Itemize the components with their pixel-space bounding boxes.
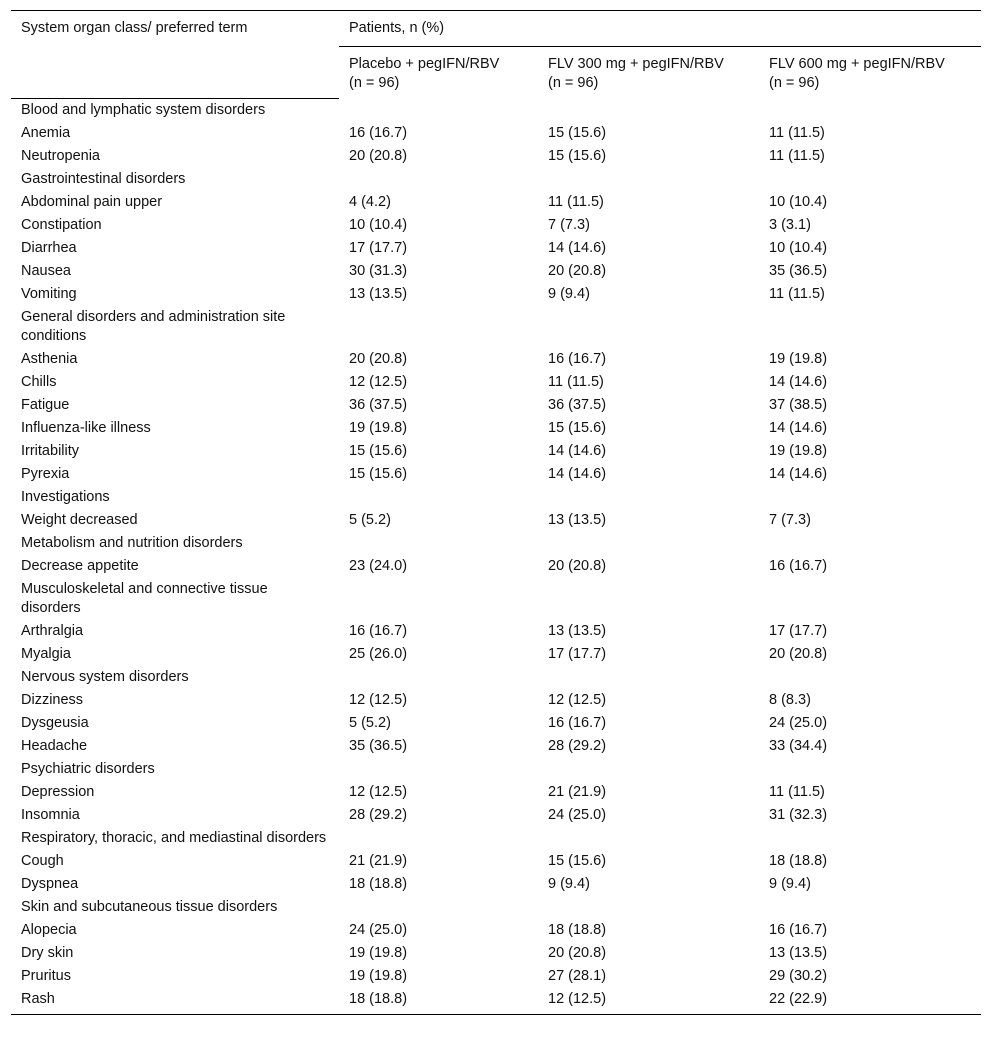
flv300-value: 14 (14.6) xyxy=(548,239,607,256)
system-organ-class: Metabolism and nutrition disorders xyxy=(21,534,243,551)
preferred-term: Chills xyxy=(21,373,57,390)
flv600-value: 35 (36.5) xyxy=(769,262,828,279)
flv600-value xyxy=(759,98,981,122)
preferred-term: Neutropenia xyxy=(21,147,100,164)
flv600-value xyxy=(759,827,981,850)
category-row xyxy=(11,486,981,509)
preferred-term: Dysgeusia xyxy=(21,714,89,731)
flv600-value: 9 (9.4) xyxy=(769,875,811,892)
category-row xyxy=(11,578,981,620)
preferred-term: Diarrhea xyxy=(21,239,77,256)
table-row xyxy=(11,122,981,145)
flv300-value: 11 (11.5) xyxy=(548,373,604,390)
preferred-term: Headache xyxy=(21,737,88,754)
placebo-value: 10 (10.4) xyxy=(349,216,408,233)
adverse-events-table xyxy=(11,10,981,1015)
table-row xyxy=(11,191,981,214)
placebo-value: 20 (20.8) xyxy=(349,147,408,164)
flv300-value: 11 (11.5) xyxy=(548,193,604,210)
header-flv300-n: (n = 96) xyxy=(548,75,599,91)
flv600-value: 11 (11.5) xyxy=(769,285,825,302)
table-row xyxy=(11,417,981,440)
system-organ-class: Musculoskeletal and connective tissue disorders xyxy=(21,580,268,616)
placebo-value: 19 (19.8) xyxy=(349,944,408,961)
flv600-value: 10 (10.4) xyxy=(769,193,828,210)
table-row xyxy=(11,873,981,896)
header-placebo-n: (n = 96) xyxy=(349,75,400,91)
placebo-value xyxy=(339,168,538,191)
header-row-columns xyxy=(11,47,981,99)
flv600-value: 19 (19.8) xyxy=(769,442,828,459)
placebo-value: 36 (37.5) xyxy=(349,396,408,413)
placebo-value xyxy=(339,98,538,122)
flv600-value: 14 (14.6) xyxy=(769,373,828,390)
flv300-value: 16 (16.7) xyxy=(548,350,607,367)
category-row xyxy=(11,98,981,122)
flv300-value: 36 (37.5) xyxy=(548,396,607,413)
flv300-value xyxy=(538,758,759,781)
placebo-value xyxy=(339,827,538,850)
placebo-value: 23 (24.0) xyxy=(349,557,408,574)
table-row xyxy=(11,260,981,283)
header-patients-group: Patients, n (%) xyxy=(339,11,981,47)
flv600-value: 29 (30.2) xyxy=(769,967,828,984)
preferred-term: Cough xyxy=(21,852,64,869)
table-row xyxy=(11,440,981,463)
placebo-value: 12 (12.5) xyxy=(349,783,408,800)
placebo-value: 12 (12.5) xyxy=(349,373,408,390)
flv600-value: 11 (11.5) xyxy=(769,783,825,800)
table-row xyxy=(11,942,981,965)
flv300-value: 13 (13.5) xyxy=(548,511,607,528)
table-row xyxy=(11,919,981,942)
flv600-value xyxy=(759,758,981,781)
placebo-value: 19 (19.8) xyxy=(349,419,408,436)
flv600-value: 24 (25.0) xyxy=(769,714,828,731)
flv300-value xyxy=(538,98,759,122)
table-row xyxy=(11,620,981,643)
placebo-value: 15 (15.6) xyxy=(349,442,408,459)
header-flv600-n: (n = 96) xyxy=(769,75,820,91)
flv300-value: 9 (9.4) xyxy=(548,875,590,892)
flv300-value xyxy=(538,827,759,850)
flv300-value: 9 (9.4) xyxy=(548,285,590,302)
flv600-value: 14 (14.6) xyxy=(769,419,828,436)
flv300-value: 20 (20.8) xyxy=(548,557,607,574)
flv300-value: 14 (14.6) xyxy=(548,465,607,482)
preferred-term: Myalgia xyxy=(21,645,71,662)
system-organ-class: General disorders and administration site conditions xyxy=(21,308,286,344)
table-row xyxy=(11,965,981,988)
preferred-term: Abdominal pain upper xyxy=(21,193,163,210)
placebo-value xyxy=(339,666,538,689)
preferred-term: Rash xyxy=(11,988,339,1015)
table-row xyxy=(11,371,981,394)
placebo-value: 19 (19.8) xyxy=(349,967,408,984)
flv300-value: 15 (15.6) xyxy=(548,124,607,141)
placebo-value xyxy=(339,578,538,620)
flv600-value: 18 (18.8) xyxy=(769,852,828,869)
table-row xyxy=(11,643,981,666)
flv600-value xyxy=(759,666,981,689)
flv300-value: 28 (29.2) xyxy=(548,737,607,754)
placebo-value: 25 (26.0) xyxy=(349,645,408,662)
preferred-term: Dyspnea xyxy=(21,875,79,892)
header-placebo-column xyxy=(339,47,538,99)
flv300-value: 7 (7.3) xyxy=(548,216,590,233)
flv300-value xyxy=(538,486,759,509)
category-row xyxy=(11,896,981,919)
header-placebo-label: Placebo + pegIFN/RBV xyxy=(349,56,500,72)
flv300-value: 20 (20.8) xyxy=(548,944,607,961)
preferred-term: Irritability xyxy=(21,442,80,459)
flv600-value xyxy=(759,306,981,348)
category-row xyxy=(11,758,981,781)
placebo-value: 18 (18.8) xyxy=(349,875,408,892)
preferred-term: Arthralgia xyxy=(21,622,84,639)
header-flv300-label: FLV 300 mg + pegIFN/RBV xyxy=(548,56,724,72)
placebo-value xyxy=(339,896,538,919)
preferred-term: Nausea xyxy=(21,262,71,279)
preferred-term: Pruritus xyxy=(21,967,71,984)
flv600-value: 17 (17.7) xyxy=(769,622,828,639)
flv600-value: 11 (11.5) xyxy=(769,124,825,141)
table-row xyxy=(11,283,981,306)
placebo-value: 13 (13.5) xyxy=(349,285,408,302)
placebo-value: 28 (29.2) xyxy=(349,806,408,823)
placebo-value: 17 (17.7) xyxy=(349,239,408,256)
adverse-events-table-container xyxy=(11,10,981,1015)
preferred-term: Constipation xyxy=(21,216,102,233)
flv600-value: 8 (8.3) xyxy=(769,691,811,708)
flv300-value xyxy=(538,578,759,620)
system-organ-class: Psychiatric disorders xyxy=(21,760,155,777)
preferred-term: Dry skin xyxy=(21,944,74,961)
flv600-value: 11 (11.5) xyxy=(769,147,825,164)
flv600-value: 13 (13.5) xyxy=(769,944,828,961)
placebo-value xyxy=(339,486,538,509)
flv300-value: 12 (12.5) xyxy=(538,988,759,1015)
table-row xyxy=(11,712,981,735)
flv300-value: 15 (15.6) xyxy=(548,147,607,164)
flv600-value: 33 (34.4) xyxy=(769,737,828,754)
table-body xyxy=(11,98,981,1014)
flv600-value xyxy=(759,578,981,620)
table-row xyxy=(11,509,981,532)
flv300-value: 12 (12.5) xyxy=(548,691,607,708)
system-organ-class: Skin and subcutaneous tissue disorders xyxy=(21,898,278,915)
placebo-value: 15 (15.6) xyxy=(349,465,408,482)
placebo-value: 5 (5.2) xyxy=(349,714,391,731)
flv300-value: 20 (20.8) xyxy=(548,262,607,279)
preferred-term: Decrease appetite xyxy=(21,557,139,574)
placebo-value: 4 (4.2) xyxy=(349,193,391,210)
category-row xyxy=(11,532,981,555)
flv600-value: 16 (16.7) xyxy=(769,921,828,938)
preferred-term: Pyrexia xyxy=(21,465,70,482)
preferred-term: Depression xyxy=(21,783,95,800)
category-row xyxy=(11,827,981,850)
placebo-value xyxy=(339,306,538,348)
preferred-term: Influenza-like illness xyxy=(21,419,151,436)
flv600-value: 37 (38.5) xyxy=(769,396,828,413)
flv600-value: 3 (3.1) xyxy=(769,216,811,233)
flv600-value: 14 (14.6) xyxy=(769,465,828,482)
table-row xyxy=(11,463,981,486)
flv300-value xyxy=(538,168,759,191)
flv300-value xyxy=(538,666,759,689)
placebo-value: 16 (16.7) xyxy=(349,622,408,639)
category-row xyxy=(11,306,981,348)
placebo-value: 16 (16.7) xyxy=(349,124,408,141)
system-organ-class: Nervous system disorders xyxy=(21,668,189,685)
table-row xyxy=(11,850,981,873)
table-row xyxy=(11,988,981,1015)
placebo-value: 35 (36.5) xyxy=(349,737,408,754)
flv300-value: 21 (21.9) xyxy=(548,783,607,800)
flv600-value: 20 (20.8) xyxy=(769,645,828,662)
placebo-value: 20 (20.8) xyxy=(349,350,408,367)
flv600-value xyxy=(759,532,981,555)
flv600-value: 22 (22.9) xyxy=(759,988,981,1015)
flv300-value: 24 (25.0) xyxy=(548,806,607,823)
flv300-value: 13 (13.5) xyxy=(548,622,607,639)
flv300-value: 27 (28.1) xyxy=(548,967,607,984)
flv300-value: 16 (16.7) xyxy=(548,714,607,731)
preferred-term: Insomnia xyxy=(21,806,80,823)
table-row xyxy=(11,555,981,578)
placebo-value: 5 (5.2) xyxy=(349,511,391,528)
table-header xyxy=(11,11,981,99)
header-flv600-label: FLV 600 mg + pegIFN/RBV xyxy=(769,56,945,72)
category-row xyxy=(11,168,981,191)
placebo-value: 24 (25.0) xyxy=(349,921,408,938)
table-row xyxy=(11,237,981,260)
flv600-value: 10 (10.4) xyxy=(769,239,828,256)
placebo-value: 18 (18.8) xyxy=(339,988,538,1015)
header-first-column-spacer xyxy=(11,47,339,99)
flv600-value: 7 (7.3) xyxy=(769,511,811,528)
flv300-value: 15 (15.6) xyxy=(548,852,607,869)
table-row xyxy=(11,781,981,804)
placebo-value xyxy=(339,532,538,555)
table-row xyxy=(11,348,981,371)
flv300-value xyxy=(538,896,759,919)
flv300-value xyxy=(538,306,759,348)
header-first-column: System organ class/ preferred term xyxy=(11,11,339,47)
category-row xyxy=(11,666,981,689)
preferred-term: Fatigue xyxy=(21,396,70,413)
table-row xyxy=(11,145,981,168)
flv600-value xyxy=(759,486,981,509)
preferred-term: Vomiting xyxy=(21,285,77,302)
placebo-value: 12 (12.5) xyxy=(349,691,408,708)
placebo-value xyxy=(339,758,538,781)
preferred-term: Alopecia xyxy=(21,921,77,938)
preferred-term: Anemia xyxy=(21,124,71,141)
table-row xyxy=(11,214,981,237)
placebo-value: 21 (21.9) xyxy=(349,852,408,869)
flv600-value: 16 (16.7) xyxy=(769,557,828,574)
system-organ-class: Investigations xyxy=(21,488,110,505)
system-organ-class: Blood and lymphatic system disorders xyxy=(21,101,266,118)
flv300-value: 15 (15.6) xyxy=(548,419,607,436)
placebo-value: 30 (31.3) xyxy=(349,262,408,279)
preferred-term: Dizziness xyxy=(21,691,84,708)
preferred-term: Weight decreased xyxy=(21,511,138,528)
system-organ-class: Respiratory, thoracic, and mediastinal disorders xyxy=(21,829,327,846)
preferred-term: Asthenia xyxy=(21,350,78,367)
flv300-value: 17 (17.7) xyxy=(548,645,607,662)
table-row xyxy=(11,804,981,827)
table-row xyxy=(11,735,981,758)
flv300-value: 18 (18.8) xyxy=(548,921,607,938)
flv600-value: 19 (19.8) xyxy=(769,350,828,367)
flv300-value: 14 (14.6) xyxy=(548,442,607,459)
table-row xyxy=(11,394,981,417)
header-flv600-column xyxy=(759,47,981,99)
header-flv300-column xyxy=(538,47,759,99)
flv600-value xyxy=(759,168,981,191)
flv300-value xyxy=(538,532,759,555)
table-row xyxy=(11,689,981,712)
flv600-value xyxy=(759,896,981,919)
system-organ-class: Gastrointestinal disorders xyxy=(21,170,186,187)
header-row-group xyxy=(11,11,981,47)
flv600-value: 31 (32.3) xyxy=(769,806,828,823)
